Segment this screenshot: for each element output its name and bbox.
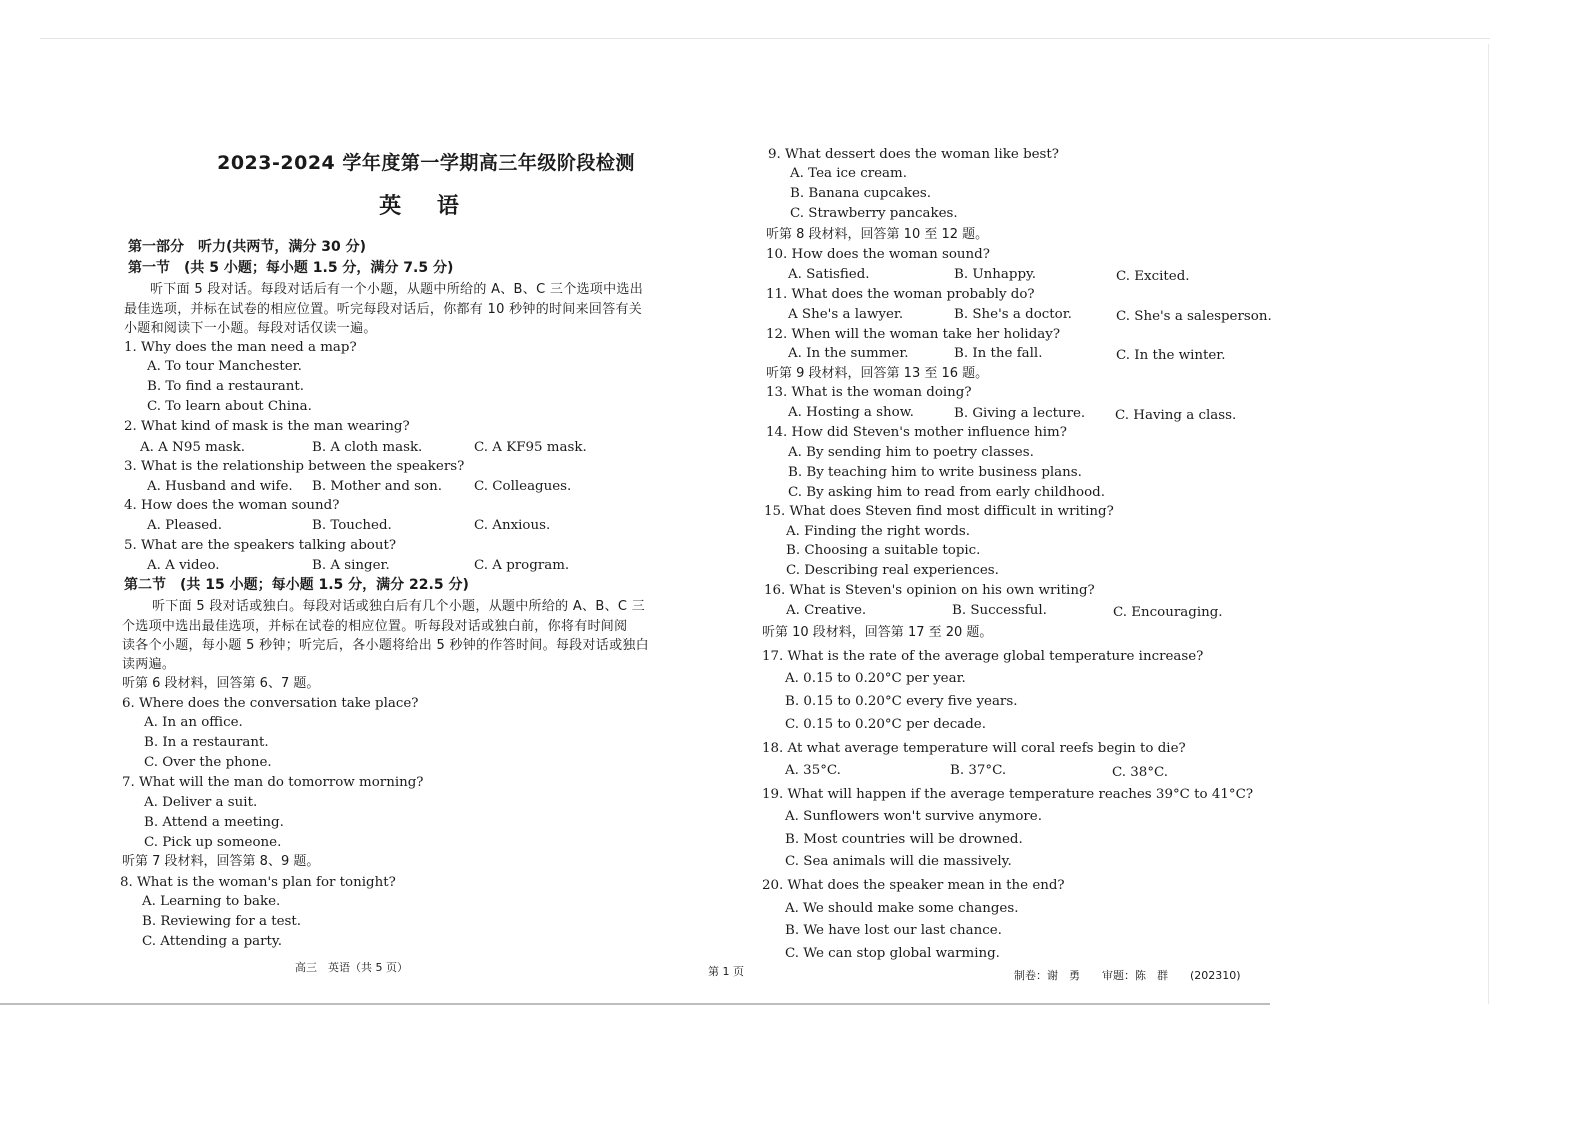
option-b: B. Choosing a suitable topic.	[786, 543, 981, 558]
exam-subject: 英 语	[379, 194, 473, 219]
section1-heading: 第一节 (共 5 小题；每小题 1.5 分，满分 7.5 分)	[128, 260, 454, 276]
option-a: A. A video.	[147, 558, 220, 573]
question-stem: 3. What is the relationship between the speakers?	[124, 459, 465, 474]
option-b: B. Giving a lecture.	[954, 406, 1086, 421]
scan-edge-top	[40, 38, 1490, 39]
option-c: C. 0.15 to 0.20°C per decade.	[785, 717, 986, 732]
listening-lead: 听第 6 段材料，回答第 6、7 题。	[122, 676, 320, 691]
section2-instruction-line: 读两遍。	[122, 657, 176, 672]
question-stem: 13. What is the woman doing?	[766, 385, 972, 400]
page-number: 第 1 页	[708, 965, 744, 978]
option-b: B. A singer.	[312, 558, 390, 573]
option-c: C. We can stop global warming.	[785, 946, 1000, 961]
option-b: B. 37°C.	[950, 763, 1007, 778]
option-a: A. Satisfied.	[788, 267, 870, 282]
question-stem: 2. What kind of mask is the man wearing?	[124, 419, 410, 434]
question-stem: 20. What does the speaker mean in the end?	[762, 878, 1065, 893]
listening-lead: 听第 7 段材料，回答第 8、9 题。	[122, 854, 320, 869]
section2-instruction-line: 听下面 5 段对话或独白。每段对话或独白后有几个小题，从题中所给的 A、B、C 三	[152, 599, 645, 614]
scan-edge-right	[1488, 44, 1489, 1004]
option-c: C. Strawberry pancakes.	[790, 206, 958, 221]
option-a: A. Husband and wife.	[147, 479, 293, 494]
option-a: A She's a lawyer.	[788, 307, 904, 322]
option-c: C. Pick up someone.	[144, 835, 282, 850]
option-c: C. Attending a party.	[142, 934, 282, 949]
question-stem: 10. How does the woman sound?	[766, 247, 990, 262]
option-c: C. Excited.	[1116, 269, 1190, 284]
option-b: B. 0.15 to 0.20°C every five years.	[785, 694, 1018, 709]
option-a: A. A N95 mask.	[140, 440, 246, 455]
question-stem: 19. What will happen if the average temperature reaches 39°C to 41°C?	[762, 787, 1254, 802]
option-c: C. Encouraging.	[1113, 605, 1223, 620]
option-b: B. In a restaurant.	[144, 735, 269, 750]
question-stem: 14. How did Steven's mother influence him?	[766, 425, 1067, 440]
question-stem: 11. What does the woman probably do?	[766, 287, 1035, 302]
option-b: B. Successful.	[952, 603, 1047, 618]
section1-instruction-line: 最佳选项，并标在试卷的相应位置。听完每段对话后，你都有 10 秒钟的时间来回答有关	[124, 302, 643, 317]
option-b: B. Reviewing for a test.	[142, 914, 302, 929]
option-c: C. Describing real experiences.	[786, 563, 999, 578]
question-stem: 6. Where does the conversation take place?	[122, 696, 419, 711]
question-stem: 12. When will the woman take her holiday?	[766, 327, 1060, 342]
question-stem: 18. At what average temperature will coral reefs begin to die?	[762, 741, 1186, 756]
option-a: A. Tea ice cream.	[790, 166, 907, 181]
option-a: A. 0.15 to 0.20°C per year.	[785, 671, 966, 686]
option-c: C. Anxious.	[474, 518, 551, 533]
option-c: C. A program.	[474, 558, 570, 573]
section1-instruction-line: 小题和阅读下一小题。每段对话仅读一遍。	[124, 321, 377, 336]
question-stem: 4. How does the woman sound?	[124, 498, 340, 513]
option-a: A. Finding the right words.	[786, 524, 971, 539]
option-a: A. In an office.	[144, 715, 243, 730]
option-a: A. 35°C.	[785, 763, 841, 778]
question-stem: 16. What is Steven's opinion on his own writing?	[764, 583, 1095, 598]
option-c: C. Colleagues.	[474, 479, 572, 494]
option-a: A. Sunflowers won't survive anymore.	[785, 809, 1042, 824]
option-b: B. Attend a meeting.	[144, 815, 284, 830]
option-c: C. In the winter.	[1116, 348, 1226, 363]
question-stem: 1. Why does the man need a map?	[124, 340, 357, 355]
option-a: A. To tour Manchester.	[147, 359, 302, 374]
option-a: A. Creative.	[786, 603, 867, 618]
option-c: C. 38°C.	[1112, 765, 1169, 780]
option-a: A. In the summer.	[788, 346, 909, 361]
option-c: C. Having a class.	[1115, 408, 1237, 423]
scan-edge-bottom	[0, 1003, 1270, 1005]
option-b: B. By teaching him to write business plans.	[788, 465, 1082, 480]
option-c: C. Over the phone.	[144, 755, 272, 770]
question-stem: 17. What is the rate of the average global temperature increase?	[762, 649, 1204, 664]
option-a: A. By sending him to poetry classes.	[788, 445, 1034, 460]
section2-instruction-line: 读各个小题，每小题 5 秒钟；听完后，各小题将给出 5 秒钟的作答时间。每段对话或独白	[122, 638, 649, 653]
option-a: A. We should make some changes.	[785, 901, 1019, 916]
part1-heading: 第一部分 听力(共两节，满分 30 分)	[128, 239, 367, 255]
question-stem: 8. What is the woman's plan for tonight?	[120, 875, 396, 890]
option-b: B. Banana cupcakes.	[790, 186, 931, 201]
option-c: C. Sea animals will die massively.	[785, 854, 1012, 869]
section2-instruction-line: 个选项中选出最佳选项，并标在试卷的相应位置。听每段对话或独白前，你将有时间阅	[122, 619, 628, 634]
option-a: A. Hosting a show.	[788, 405, 914, 420]
question-stem: 7. What will the man do tomorrow morning?	[122, 775, 424, 790]
footer-left: 高三 英语（共 5 页）	[295, 961, 408, 974]
option-a: A. Learning to bake.	[142, 894, 281, 909]
section1-instruction-line: 听下面 5 段对话。每段对话后有一个小题，从题中所给的 A、B、C 三个选项中选出	[150, 282, 643, 297]
option-a: A. Pleased.	[147, 518, 223, 533]
option-c: C. By asking him to read from early childhood.	[788, 485, 1105, 500]
option-c: C. She's a salesperson.	[1116, 309, 1272, 324]
option-b: B. In the fall.	[954, 346, 1043, 361]
section2-heading: 第二节 (共 15 小题；每小题 1.5 分，满分 22.5 分)	[124, 577, 469, 593]
option-b: B. Unhappy.	[954, 267, 1037, 282]
option-b: B. Mother and son.	[312, 479, 442, 494]
option-b: B. To find a restaurant.	[147, 379, 305, 394]
footer-right: 制卷：谢 勇 审题：陈 群 (202310)	[1014, 969, 1241, 982]
listening-lead: 听第 8 段材料，回答第 10 至 12 题。	[766, 227, 989, 242]
question-stem: 9. What dessert does the woman like best?	[768, 147, 1059, 162]
exam-title: 2023-2024 学年度第一学期高三年级阶段检测	[217, 152, 635, 174]
option-b: B. She's a doctor.	[954, 307, 1072, 322]
option-c: C. To learn about China.	[147, 399, 312, 414]
listening-lead: 听第 9 段材料，回答第 13 至 16 题。	[766, 366, 989, 381]
option-b: B. A cloth mask.	[312, 440, 423, 455]
option-b: B. We have lost our last chance.	[785, 923, 1002, 938]
listening-lead: 听第 10 段材料，回答第 17 至 20 题。	[762, 625, 993, 640]
option-a: A. Deliver a suit.	[144, 795, 258, 810]
question-stem: 5. What are the speakers talking about?	[124, 538, 397, 553]
question-stem: 15. What does Steven find most difficult in writing?	[764, 504, 1114, 519]
option-c: C. A KF95 mask.	[474, 440, 587, 455]
option-b: B. Most countries will be drowned.	[785, 832, 1023, 847]
option-b: B. Touched.	[312, 518, 392, 533]
